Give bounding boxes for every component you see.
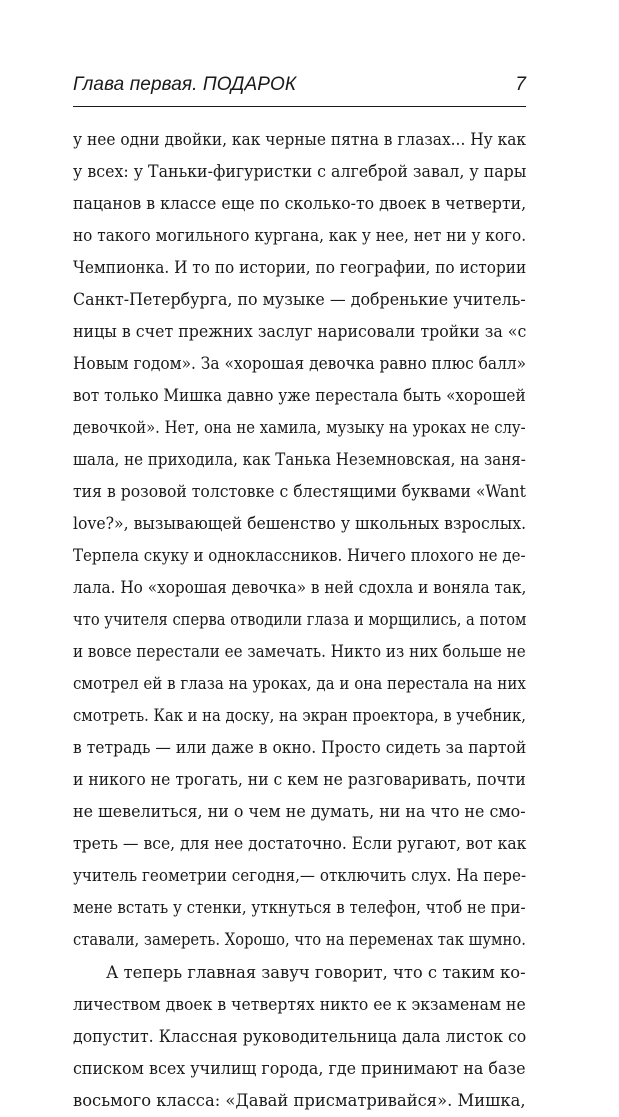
text-line: смотреть. Как и на доску, на экран проектора, в учебник, — [73, 706, 526, 726]
text-line: личеством двоек в четвертях никто ее к экзаменам не — [73, 995, 526, 1015]
page-number: 7 — [515, 74, 526, 95]
text-line: восьмого класса: «Давай присматривайся». Мишка, — [73, 1091, 526, 1111]
text-line: что учителя сперва отводили глаза и морщились, а потом — [73, 610, 527, 630]
text-line: Чемпионка. И то по истории, по географии, по истории — [73, 258, 527, 278]
text-line: лала. Но «хорошая девочка» в ней сдохла и воняла так, — [73, 578, 527, 598]
text-line: но такого могильного кургана, как у нее, нет ни у кого. — [73, 226, 527, 246]
text-line: и никого не трогать, ни с кем не разговаривать, почти — [73, 770, 526, 790]
text-line: ставали, замереть. Хорошо, что на переменах так шумно. — [73, 930, 526, 950]
text-line: списком всех училищ города, где принимают на базе — [73, 1059, 526, 1079]
text-line: смотрел ей в глаза на уроках, да и она перестала на них — [73, 674, 526, 694]
text-line: допустит. Классная руководительница дала листок со — [73, 1027, 527, 1047]
text-line: у всех: у Таньки-фигуристки с алгеброй завал, у пары — [73, 162, 527, 182]
text-line: вот только Мишка давно уже перестала быть «хорошей — [73, 386, 526, 406]
text-line: в тетрадь — или даже в окно. Просто сидеть за партой — [73, 738, 527, 758]
text-line: у нее одни двойки, как черные пятна в глазах... Ну как — [73, 130, 527, 150]
text-line: Санкт-Петербурга, по музыке — добренькие учитель- — [73, 290, 526, 310]
text-line: мене встать у стенки, уткнуться в телефон, чтоб не при- — [73, 898, 526, 918]
text-line: Новым годом». За «хорошая девочка равно плюс балл» — [73, 354, 527, 374]
text-line: шала, не приходила, как Танька Неземновская, на заня- — [73, 450, 526, 470]
text-line: и вовсе перестали ее замечать. Никто из них больше не — [73, 642, 526, 662]
text-line: тия в розовой толстовке с блестящими буквами «Want — [73, 482, 526, 502]
text-line: пацанов в классе еще по сколько-то двоек в четверти, — [73, 194, 527, 214]
text-line: девочкой». Нет, она не хамила, музыку на уроках не слу- — [73, 418, 526, 438]
text-line: А теперь главная завуч говорит, что с таким ко- — [106, 963, 526, 983]
text-line: Терпела скуку и одноклассников. Ничего плохого не де- — [73, 546, 526, 566]
text-line: ницы в счет прежних заслуг нарисовали тройки за «с — [73, 322, 527, 342]
text-line: треть — все, для нее достаточно. Если ругают, вот как — [73, 834, 527, 854]
text-line: не шевелиться, ни о чем не думать, ни на что не смо- — [73, 802, 526, 822]
header-rule — [73, 106, 526, 107]
text-line: учитель геометрии сегодня,— отключить слух. На пере- — [73, 866, 527, 886]
chapter-title: Глава первая. ПОДАРОК — [73, 74, 297, 95]
running-header — [73, 74, 526, 102]
text-line: love?», вызывающей бешенство у школьных взрослых. — [73, 514, 527, 534]
